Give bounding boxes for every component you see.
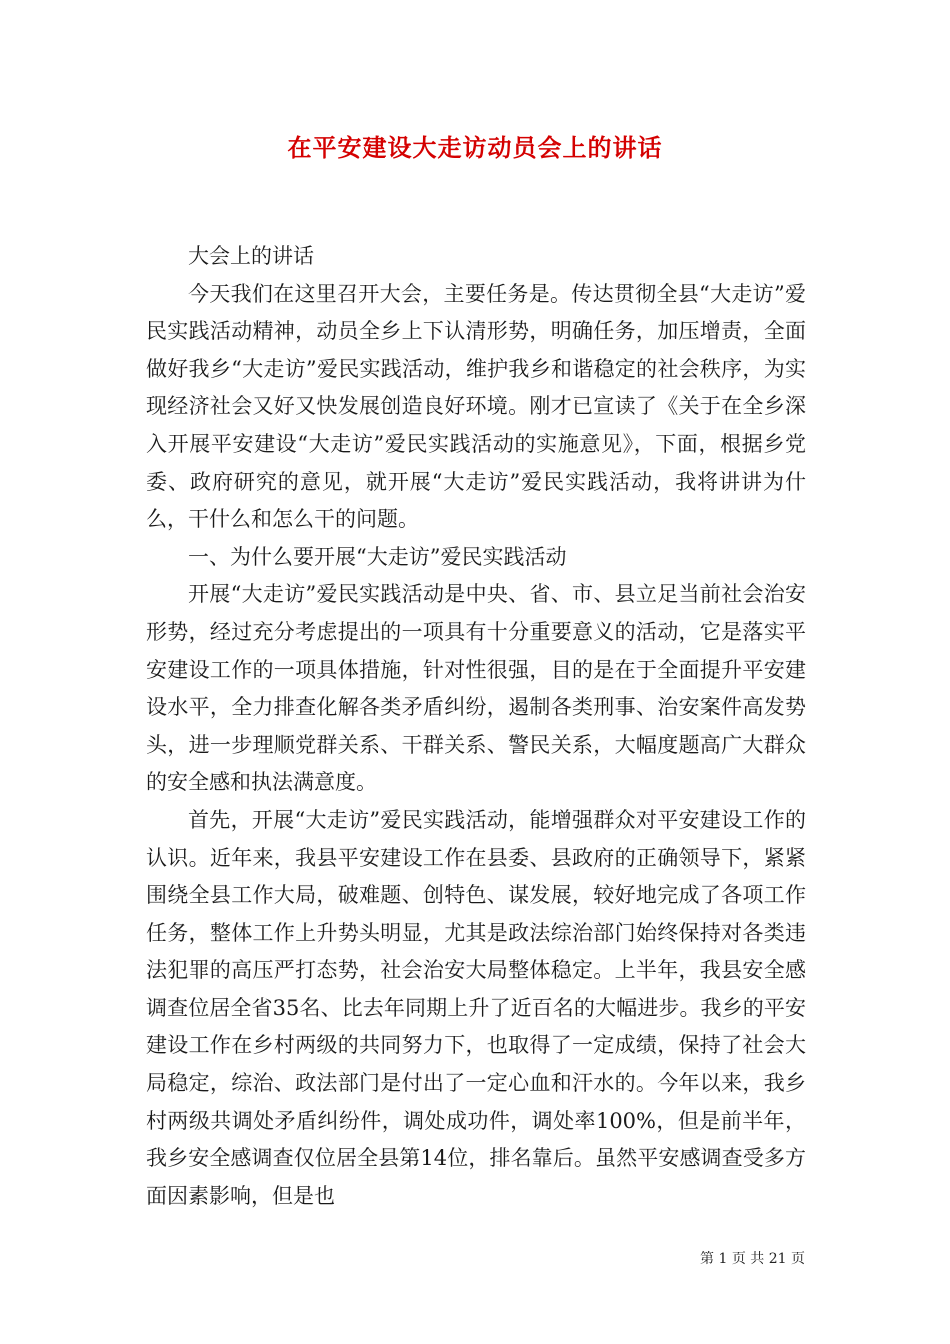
paragraph: 今天我们在这里召开大会，主要任务是。传达贯彻全县“大走访”爱民实践活动精神，动员全乡上下认清形势，明确任务，加压增责，全面做好我乡“大走访”爱民实践活动，维护我乡和谐稳定的社会秩序，为实现经济社会又好又快发展创造良好环境。刚才已宣读了《关于在全乡深入开展平安建设“大走访”爱民实践活动的实施意见》，下面，根据乡党委、政府研究的意见，就开展“大走访”爱民实践活动，我将讲讲为什么，干什么和怎么干的问题。 (146, 281, 806, 532)
section-heading: 一、为什么要开展“大走访”爱民实践活动 (188, 544, 567, 569)
paragraph: 开展“大走访”爱民实践活动是中央、省、市、县立足当前社会治安形势，经过充分考虑提出的一项具有十分重要意义的活动，它是落实平安建设工作的一项具体措施，针对性很强，目的是在于全面提升平安建设水平，全力排查化解各类矛盾纠纷，遏制各类刑事、治安案件高发势头，进一步理顺党群关系、干群关系、警民关系，大幅度题高广大群众的安全感和执法满意度。 (146, 582, 806, 795)
paragraph: 大会上的讲话 (188, 244, 314, 268)
paragraph: 首先，开展“大走访”爱民实践活动，能增强群众对平安建设工作的认识。近年来，我县平安建设工作在县委、县政府的正确领导下，紧紧围绕全县工作大局，破难题、创特色、谋发展，较好地完成了各项工作任务，整体工作上升势头明显，尤其是政法综治部门始终保持对各类违法犯罪的高压严打态势，社会治安大局整体稳定。上半年，我县安全感调查位居全省35名、比去年同期上升了近百名的大幅进步。我乡的平安建设工作在乡村两级的共同努力下，也取得了一定成绩，保持了社会大局稳定，综治、政法部门是付出了一定心血和汗水的。今年以来，我乡村两级共调处矛盾纠纷件，调处成功件，调处率100%，但是前半年，我乡安全感调查仅位居全县第14位，排名靠后。虽然平安感调查受多方面因素影响，但是也 (146, 807, 806, 1208)
page-number: 第 1 页 共 21 页 (700, 1251, 805, 1267)
document-body (146, 238, 806, 1215)
document-title: 在平安建设大走访动员会上的讲话 (287, 133, 663, 162)
